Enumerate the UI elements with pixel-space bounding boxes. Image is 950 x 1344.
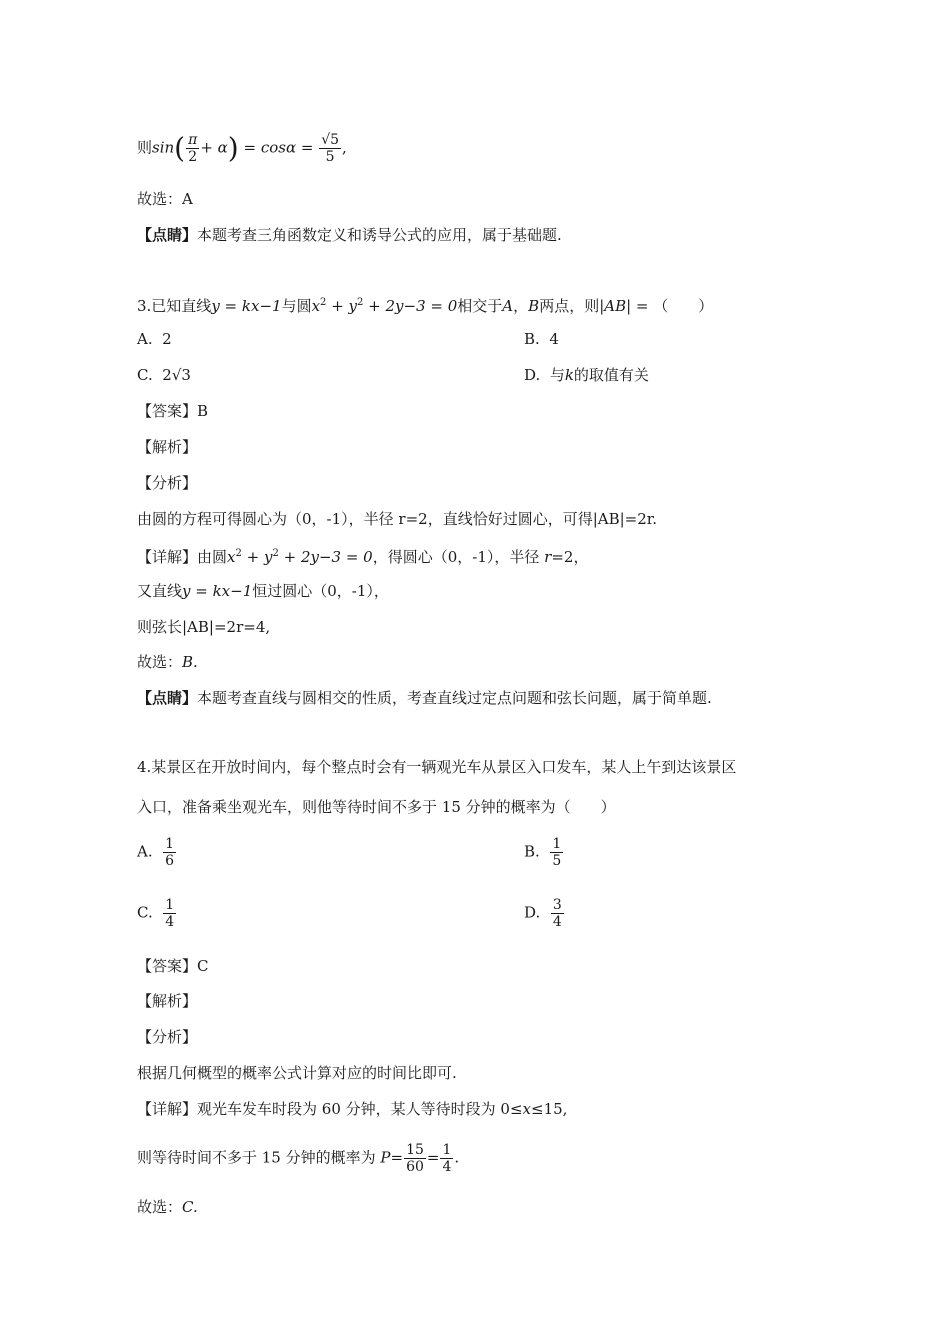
q3-detail1-pre: 由圆 [197, 548, 228, 566]
sqrt5-over-5-fraction: $\frac{√5}{5}$ [321, 132, 340, 165]
option-label: D. [524, 366, 541, 384]
q4-eq1: = [390, 1148, 404, 1167]
q3-point-a: A [502, 297, 514, 315]
right-paren: ) [227, 131, 239, 165]
q3-choose [137, 651, 198, 673]
q3-detail-1 [137, 543, 588, 568]
q3-circle-rest: + 2y−3 = 0 [363, 297, 458, 315]
p2-dianjing [137, 224, 562, 246]
choose-pre: 故选： [137, 1198, 183, 1216]
q3-paren: （ ） [653, 297, 714, 315]
q4-detail1-pre: 观光车发车时段为 60 分钟，某人等待时段为 0≤ [197, 1100, 523, 1118]
q4-detail1-post: ≤15, [531, 1100, 568, 1118]
dianjing-tag: 【点睛】 [137, 226, 198, 244]
q3-exp-x: 2 [320, 297, 327, 308]
q3-jiexi: 【解析】 [137, 438, 198, 456]
left-paren: ( [174, 131, 186, 165]
q3-option-a [137, 328, 172, 350]
q3-detail1-post: ，得圆心（0，-1），半径 [372, 548, 545, 566]
q4-stem-2: 入口，准备乘坐观光车，则他等待时间不多于 15 分钟的概率为（ ） [137, 798, 616, 816]
q3-exp-y: 2 [357, 297, 364, 308]
q4-stem-1: 4.某景区在开放时间内，每个整点时会有一辆观光车从景区入口发车，某人上午到达该景区 [137, 758, 737, 776]
option-label: B. [524, 330, 540, 348]
q3-point-b: B [528, 297, 540, 315]
fraction-1-4: $\frac{1}{4}$ [442, 1142, 452, 1175]
option-value: 2 [162, 366, 172, 384]
p2-prefix: 则 [137, 138, 153, 157]
fraction: $\frac{1}{5}$ [552, 836, 562, 869]
q3-stem-mid3: 两点，则 [539, 297, 600, 315]
choose-val: B. [182, 653, 198, 671]
q3-detail-2 [137, 580, 389, 602]
q4-option-c [137, 897, 177, 930]
option-label: D. [524, 903, 541, 922]
sin-fn: sin [152, 138, 175, 157]
option-label: C. [137, 903, 153, 922]
dianjing-text: 本题考查三角函数定义和诱导公式的应用，属于基础题. [197, 226, 562, 244]
fraction: $\frac{1}{4}$ [165, 897, 175, 930]
fraction: $\frac{3}{4}$ [552, 897, 562, 930]
q3-detail2-pre: 又直线 [137, 582, 183, 600]
q3-stem-pre: 3.已知直线 [137, 297, 212, 315]
fraction-15-60: $\frac{15}{60}$ [406, 1142, 424, 1175]
q3-d-eq: + 2y−3 = 0 [278, 548, 373, 566]
option-label: A. [137, 330, 153, 348]
option-label: C. [137, 366, 153, 384]
q3-stem [137, 292, 713, 317]
detail-tag: 【详解】 [137, 1100, 198, 1118]
q3-optd-post: 的取值有关 [573, 366, 649, 384]
q3-d-exp-y: 2 [272, 548, 279, 559]
pi-over-2-fraction: $\frac{\pi}{2}$ [188, 132, 198, 165]
q3-answer: 【答案】B [137, 402, 209, 420]
q3-stem-mid: 与圆 [281, 297, 312, 315]
q3-optd-k: k [564, 366, 574, 384]
q4-choose [137, 1196, 198, 1218]
q3-d-y: + y [241, 548, 273, 566]
q3-circle-y: + y [326, 297, 358, 315]
q4-answer: 【答案】C [137, 957, 209, 975]
p2-tail: , [342, 138, 347, 157]
q3-d-exp-x: 2 [235, 548, 242, 559]
q4-option-a [137, 836, 177, 869]
q3-line-eq: y = kx−1 [211, 297, 282, 315]
dianjing-tag: 【点睛】 [137, 689, 198, 707]
q3-optd-pre: 与 [549, 366, 565, 384]
q3-fenxi: 【分析】 [137, 474, 198, 492]
q3-d-x: x [227, 548, 236, 566]
detail-tag: 【详解】 [137, 548, 198, 566]
q3-detail1-end: =2， [551, 548, 589, 566]
q4-option-b [524, 836, 564, 869]
q4-x: x [522, 1100, 531, 1118]
q4-dot: . [454, 1148, 460, 1167]
q4-p: P [380, 1148, 391, 1167]
q3-detail2-eq: y = kx−1 [182, 582, 253, 600]
q3-option-c [137, 364, 191, 386]
q4-analysis: 根据几何概型的概率公式计算对应的时间比即可. [137, 1064, 457, 1082]
choose-pre: 故选： [137, 653, 183, 671]
p2-choose: 故选：A [137, 190, 193, 208]
q3-option-b [524, 328, 559, 350]
q4-option-d [524, 897, 565, 930]
q4-detail-2 [137, 1142, 459, 1175]
q3-stem-mid2: 相交于 [457, 297, 503, 315]
p2-result-line [137, 132, 347, 165]
q4-fenxi: 【分析】 [137, 1028, 198, 1046]
option-label: A. [137, 842, 153, 861]
plus-alpha: + α [200, 138, 228, 157]
q3-option-d [524, 364, 649, 386]
eq-cos: = cosα = [243, 138, 314, 157]
q3-detail-3: 则弦长|AB|=2r=4, [137, 618, 271, 636]
q3-comma: ， [513, 297, 529, 315]
q4-detail-1 [137, 1098, 567, 1120]
option-label: B. [524, 842, 540, 861]
q3-circle-x: x [311, 297, 321, 315]
sqrt3: √3 [171, 366, 191, 384]
fraction: $\frac{1}{6}$ [165, 836, 175, 869]
q4-detail2-pre: 则等待时间不多于 15 分钟的概率为 [137, 1148, 381, 1167]
q3-dianjing [137, 687, 712, 709]
choose-val: C. [182, 1198, 198, 1216]
q3-r: r [544, 548, 552, 566]
option-value: 4 [549, 330, 559, 348]
q3-analysis: 由圆的方程可得圆心为（0，-1），半径 r=2，直线恰好过圆心，可得|AB|=2r. [137, 510, 658, 528]
q3-detail2-post: 恒过圆心（0，-1）， [252, 582, 389, 600]
q3-ab: |AB| = [599, 297, 654, 315]
option-value: 2 [162, 330, 172, 348]
q4-eq2: = [426, 1148, 440, 1167]
dianjing-text: 本题考查直线与圆相交的性质，考查直线过定点问题和弦长问题，属于简单题. [197, 689, 712, 707]
q4-jiexi: 【解析】 [137, 992, 198, 1010]
